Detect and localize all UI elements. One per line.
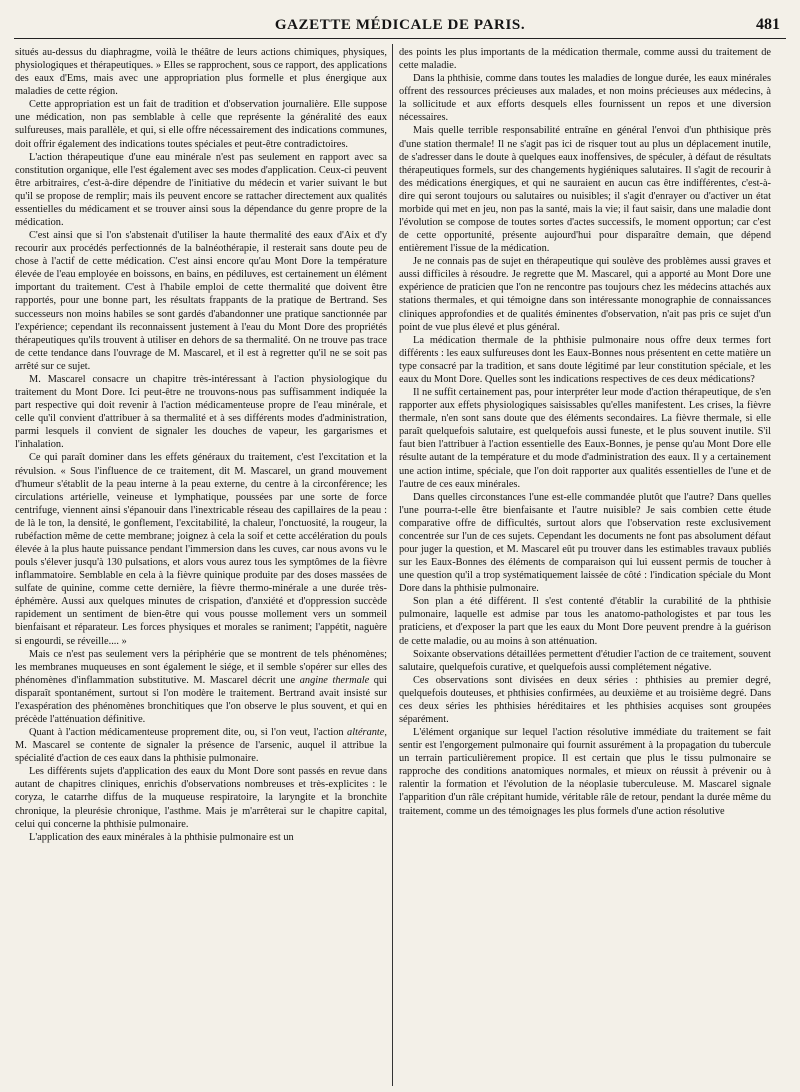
- paragraph: Quant à l'action médicamenteuse proprement dite, ou, si l'on veut, l'action altérante, M. Mascarel se contente de signaler la présence de l'arsenic, auquel il attribue la spécialité d'action de ces eaux dans la phthisie pulmonaire.: [15, 727, 387, 765]
- paragraph: Dans quelles circonstances l'une est-elle commandée plutôt que l'autre? Dans quelles l'une pourra-t-elle être bienfaisante et l'autre nuisible? Je sais combien cette étude comparative offre de difficultés, surtout alors que l'observation reste exclusivement concentrée sur l'un de ces sujets. Cependant les documents ne font pas absolument défaut pour juger la question, et M. Mascarel eût pu trouver dans les estimables travaux publiés sur les Eaux-Bonnes des éléments de comparaison qui lui eussent permis de toucher à une question qu'il a trop systématiquement laissée de côté : l'indication spéciale du Mont Dore dans la phthisie pulmonaire.: [399, 491, 771, 595]
- paragraph: Les différents sujets d'application des eaux du Mont Dore sont passés en revue dans autant de chapitres cliniques, enrichis d'observations nombreuses et très-explicites : le coryza, le catarrhe diffus de la muqueuse respiratoire, la laryngite et la bronchite chronique, la pleurésie chronique, l'asthme. Mais je m'arrêterai sur le chapitre capital, celui qui concerne la phthisie pulmonaire.: [15, 766, 387, 830]
- paragraph: Je ne connais pas de sujet en thérapeutique qui soulève des problèmes aussi graves et aussi difficiles à résoudre. Je regrette que M. Mascarel, qui a apporté au Mont Dore une expérience de praticien que l'on ne rencontre pas toujours chez les médecins attachés aux stations thermales, et qui témoigne dans son intéressante monographie de connaissances cliniques approfondies et de qualités éminentes d'observation, n'ait pas pris ce sujet d'un point de vue plus élevé et plus général.: [399, 256, 771, 333]
- paragraph: Mais ce n'est pas seulement vers la périphérie que se montrent de tels phénomènes; les membranes muqueuses en sont également le siége, et il semble s'opérer sur elles des phénomènes d'inflammation substitutive. M. Mascarel décrit une angine thermale qui disparaît spontanément, surtout si l'on modère le traitement. Bertrand avait insisté sur l'exaspération des phénomènes bronchitiques que l'on observe le plus souvent, et qui en précède l'atténuation définitive.: [15, 648, 387, 725]
- paragraph: Soixante observations détaillées permettent d'étudier l'action de ce traitement, souvent salutaire, quelquefois curative, et quelquefois aussi complétement négative.: [399, 648, 771, 673]
- column-divider: [392, 44, 393, 1086]
- paragraph: Mais quelle terrible responsabilité entraîne en général l'envoi d'un phthisique près d'une station thermale! Il ne s'agit pas ici de risquer tout au plus un déplacement inutile, de s'adresser dans le doute à quelques eaux inoffensives, de spéculer, à défaut de résultats thérapeutiques formels, sur des changements hygiéniques salutaires. Il s'agit de recourir à des médications énergiques, et qui ne sauraient en aucun cas être indifférentes, c'est-à-dire qui seront toujours ou salutaires ou nuisibles; il s'agit d'enrayer ou d'activer un état morbide qui met en jeu, non pas la santé, mais la vie; il faut saisir, dans une maladie dont l'évolution se compose de toutes sortes d'actes successifs, le moment opportun; car c'est de cette opportunité, présente aujourd'hui pour disparaître demain, que dépend entièrement l'issue de la médication.: [399, 125, 771, 255]
- paragraph: des points les plus importants de la médication thermale, comme aussi du traitement de cette maladie.: [399, 47, 771, 72]
- paragraph: L'application des eaux minérales à la phthisie pulmonaire est un: [29, 831, 294, 843]
- paragraph: situés au-dessus du diaphragme, voilà le théâtre de leurs actions chimiques, physiques, physiologiques et thérapeutiques. » Elles se rapprochent, sous ce rapport, des applications des eaux d'Ems, mais avec une appropriation plus formelle et plus énergique aux maladies de cette région.: [15, 47, 387, 98]
- paragraph: L'élément organique sur lequel l'action résolutive immédiate du traitement se fait sentir est l'engorgement pulmonaire qui fournit assurément à la propagation du tubercule un terrain particulièrement propice. Il est certain que plus le tissu pulmonaire se rapproche des conditions anatomiques normales, et mieux on réussit à prévenir ou à ralentir la formation et l'évolution de la néoplasie tuberculeuse. M. Mascarel signale l'apparition d'un râle crépitant humide, véritable râle de retour, pendant la durée même du traitement, comme un des témoignages les plus formels d'une action résolutive: [399, 727, 771, 817]
- right-column: [399, 46, 771, 1086]
- page-header: [14, 14, 786, 39]
- paragraph: C'est ainsi que si l'on s'abstenait d'utiliser la haute thermalité des eaux d'Aix et d'y recourir aux procédés perfectionnés de la balnéothérapie, il resterait sans doute peu de chose à l'actif de cette médication. C'est ainsi encore qu'au Mont Dore la température élevée de l'eau employée en boissons, en bains, en pédiluves, est certainement un élément important du traitement. C'est à l'habile emploi de cette thermalité que doivent être rapportés, pour une bonne part, les résultats frappants de la pratique de Bertrand. Ses successeurs non moins habiles se sont gardés d'abandonner une pratique sanctionnée par l'expérience; cependant ils reconnaissent justement à l'eau du Mont Dore des propriétés thérapeutiques qu'ils trouvent à utiliser en dehors de sa thermalité. On ne trouve pas trace de cette tendance dans l'ouvrage de M. Mascarel, et il est à regretter qu'il ne se soit pas arrêté sur ce sujet.: [15, 230, 387, 372]
- paragraph: L'action thérapeutique d'une eau minérale n'est pas seulement en rapport avec sa constitution organique, elle l'est également avec ses modes d'application. Ceux-ci peuvent être arbitraires, c'est-à-dire dépendre de l'initiative du médecin et varier suivant le but qu'il se propose de remplir; mais ils peuvent encore se rattacher directement aux qualités essentielles du médicament et se trouver ainsi sous la dépendance du genre propre de la médication.: [15, 151, 387, 229]
- paragraph: Son plan a été différent. Il s'est contenté d'établir la curabilité de la phthisie pulmonaire, laquelle est admise par tous les anatomo-pathologistes et par tous les praticiens, et d'exposer la part que les eaux du Mont Dore peuvent prendre à la guérison de cette maladie, ou au moins à son atténuation.: [399, 596, 771, 647]
- paragraph: Dans la phthisie, comme dans toutes les maladies de longue durée, les eaux minérales offrent des ressources précieuses aux malades, et non moins précieuses aux médecins, à la sollicitude et aux efforts desquels elles fournissent un repos et une diversion nécessaires.: [399, 73, 771, 124]
- paragraph: Cette appropriation est un fait de tradition et d'observation journalière. Elle suppose une médication, non pas semblable à celle que représente la généralité des eaux sulfureuses, mais parallèle, et qui, si elle offre nécessairement des indications communes, doit offrir également des indications toutes spéciales et peut-être contradictoires.: [15, 99, 387, 150]
- page-number: 481: [756, 16, 780, 33]
- paragraph: La médication thermale de la phthisie pulmonaire nous offre deux termes fort différents : les eaux sulfureuses dont les Eaux-Bonnes nous présentent en cette matière un type consacré par la tradition, et sans doute légitimé par leur constitution spéciale, et les eaux du Mont Dore. Quelles sont les indications respectives de ces deux médications?: [399, 334, 771, 385]
- left-column: [15, 46, 387, 1086]
- paragraph: Ce qui paraît dominer dans les effets généraux du traitement, c'est l'excitation et la révulsion. « Sous l'influence de ce traitement, dit M. Mascarel, un grand mouvement d'humeur s'établit de la peau interne à la peau externe, du centre à la circonférence; les circulations artérielle, veineuse et lymphatique, poussées par une sorte de force centrifuge, viennent ainsi s'épanouir dans l'inextricable réseau des capillaires de la peau : de là le ton, la densité, le gonflement, l'excitabilité, la chaleur, l'onctuosité, la rougeur, la rubéfaction même de cette membrane; joignez à cela la soif et cette accélération du pouls élevée à la plus haute puissance pendant l'immersion dans les cuves, car nous avons vu le pouls s'élever jusqu'à 130 pulsations, et alors vous aurez tous les symptômes de la fièvre inflammatoire. Semblable en cela à la fièvre quinique produite par des doses massées de sulfate de quinine, comme cette dernière, la fièvre thermo-minérale a une durée très-éphémère. Aussi aux quelques minutes de crispation, d'anxiété et d'oppression succède rapidement un sentiment de bien-être qui vous pousse mollement vers un sommeil bienfaisant et réparateur. Les forces physiques et morales se raniment; l'appétit, naguère si engourdi, se réveille.... »: [15, 452, 387, 647]
- paragraph: M. Mascarel consacre un chapitre très-intéressant à l'action physiologique du traitement du Mont Dore. Ici peut-être ne trouvons-nous pas suffisamment indiquée la part respective qui doit revenir à l'action médicamenteuse propre de l'eau minérale, et celle qu'il convient d'attribuer à sa thermalité et à ses différents modes d'administration, parmi lesquels il convient de signaler les douches de vapeur, les gargarismes et l'inhalation.: [15, 373, 387, 451]
- running-title: GAZETTE MÉDICALE DE PARIS.: [274, 17, 526, 33]
- paragraph: Ces observations sont divisées en deux séries : phthisies au premier degré, quelquefois douteuses, et phthisies confirmées, au deuxième et au troisième degré. Dans ces deux séries les phthisies héréditaires et les phthisies acquises sont groupées séparément.: [399, 674, 771, 725]
- paragraph: Il ne suffit certainement pas, pour interpréter leur mode d'action thérapeutique, de s'en rapporter aux effets physiologiques saisissables qu'elles manifestent. Les crises, la fièvre thermale, n'en sont sans doute que des éléments secondaires. La fièvre thermale, si elle paraît quelquefois salutaire, est quelquefois aussi funeste, et le plus souvent inutile. S'il faut bien l'attribuer à l'action essentielle des Eaux-Bonnes, je pense qu'au Mont Dore elle résulte autant de la température et du mode d'administration des eaux. Il y a certainement une action intime, spéciale, que l'on doit rapporter aux qualités essentielles de l'une et de l'autre de ces eaux minérales.: [399, 387, 771, 490]
